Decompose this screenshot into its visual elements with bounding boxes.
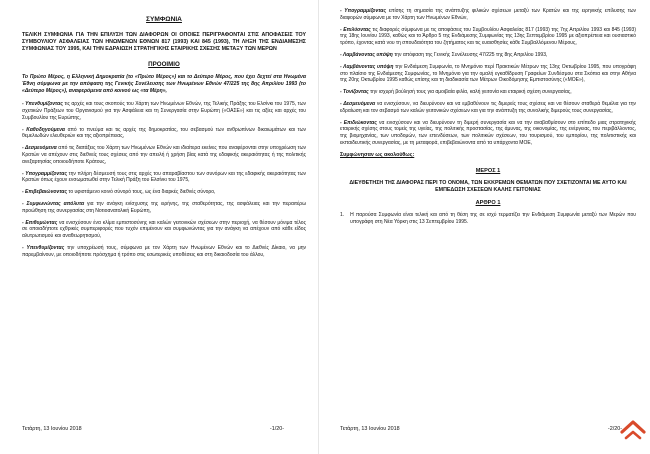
footer-date: Τετάρτη, 13 Ιουνίου 2018 [340,426,400,432]
part-heading: ΜΕΡΟΣ 1 [475,167,501,174]
preamble-clause [340,52,636,59]
preamble-clause [22,201,306,215]
clause-lead: - Υπενθυμίζοντας [22,245,65,252]
document-page-2 [328,0,646,454]
preamble-clause [340,8,636,22]
clause-lead: - Υπογραμμίζοντας [340,8,387,14]
preamble-clause [22,145,306,165]
preamble-clause [22,220,306,240]
part-title: ΔΙΕΥΘΕΤΗΣΗ ΤΗΣ ΔΙΑΦΟΡΑΣ ΠΕΡΙ ΤΟ ΟΝΟΜΑ, ΤΩΝ ΕΚΚΡΕΜΩΝ ΘΕΜΑΤΩΝ ΠΟΥ ΣΧΕΤΙΖΟΝΤΑΙ ΜΕ ΑΥΤΟ ΚΑΙ ΕΜΠΕΔΩΣΗ ΣΧΕΣΕΩΝ ΚΑΛΗΣ ΓΕΙΤΟΝΙΑΣ [349,179,627,193]
preamble-clauses [22,101,306,258]
clause-lead: - Υπενθυμίζοντας [22,101,63,108]
clause-body: να ενισχύσουν και να διευρύνουν τη διμερή συνεργασία και να την αναβαθμίσουν στο επίπεδο μιας στρατηγικής εταιρικής σχέσης στους τομείς της υγείας, της πολιτικής προστασίας, της άμυνας, της οικονομίας, της ενέργειας, του περιβάλλοντος, της βιομηχανίας, των υποδομών, των επενδύσεων, των πολιτικών σχέσεων, του τουρισμού, του εμπορίου, της πολιτιστικής και εκπαιδευτικής συνεργασίας, με τη μεταφορά, επιβεβαιώνοντα από τα υπάρχοντα ΜΟΕ, [340,119,637,146]
clause-lead: - Δεσμευόμενα [340,100,376,107]
clause-text: Η παρούσα Συμφωνία είναι τελική και από τη θέση της σε ισχύ τερματίζει την Ενδιάμεση Συμφωνία μεταξύ των Μερών που υπογράφη στη Νέα Υόρκη στις 13 Σεπτεμβρίου 1995. [350,212,636,225]
clause-lead: - Λαμβάνοντας υπόψη [340,51,393,58]
clause-lead: - Τονίζοντας [340,89,369,96]
clause-body: τις αρχές και τους σκοπούς του Χάρτη των Ηνωμένων Εθνών, της Τελικής Πράξης του Ελσίνκι του 1975, των σχετικών Πράξεων του Οργανισμού για την Ασφάλεια και τη Συνεργασία στην Ευρώπη («ΟΑΣΕ») και τις αξίες και αρχές του Συμβουλίου της Ευρώπης, [22,101,306,121]
clause-body: να ενισχύσουν ένα κλίμα εμπιστοσύνης και καλών γειτονικών σχέσεων στην περιοχή, να θέσουν μόνιμα τέλος σε οποιαδήποτε εχθρικές συμπεριφορές που τυχόν επιμένουν και συμφωνώντας για την ανάγκη να απέχουν από κάθε είδος αλυτρωτισμού και αναθεωρητισμού, [22,219,306,240]
clause-body: για την ανάγκη ενίσχυσης της ειρήνης, της σταθερότητας, της ασφάλειας και την περαιτέρω προώθηση της συνεργασίας στη Νοτιοανατολική Ευρώπη, [22,201,306,214]
preamble-clause [340,27,636,47]
agreed-as-follows: Συμφώνησαν ως ακολούθως: [340,151,415,158]
clause-number: 1. [340,212,345,219]
article-heading: ΑΡΘΡΟ 1 [475,200,501,207]
clause-body: την Ενδιάμεση Συμφωνία, το Μνημόνιο περί Πρακτικών Μέτρων της 13ης Οκτωβρίου 1995, που υπογράφη στο πλαίσιο της Ενδιάμεσης Συμφωνίας, το Μνημόνιο για την ομαλή εγκαθίδρυση Γραφείων Συνδέσμου στα Σκόπια και στην Αθήνα της 20ης Οκτωβρίου 1995 καθώς επίσης και τη διαδικασία των Μέτρων Οικοδόμησης Εμπιστοσύνης («ΜΟΕ»), [340,63,636,84]
preamble-clauses-continued [340,8,636,147]
clause-lead: - Δεσμευόμενα [22,145,57,152]
clause-body: την απόφαση της Γενικής Συνέλευσης 47/225 της 8ης Απριλίου 1993, [392,51,548,58]
preamble-clause [22,171,306,185]
page-2-content [340,8,636,226]
clause-lead: - Συμφωνώντας απόλυτα [22,201,85,208]
preamble-clause [340,64,636,84]
preamble-clause [22,245,306,259]
clause-lead: - Επιβεβαιώνοντας [22,189,68,196]
clause-body: την πλήρη δέσμευσή τους στις αρχές του απαραβίαστου των συνόρων και της εδαφικής ακεραιότητας των Κρατών όπως έχουν ενσωματωθεί στην Τελική Πράξη του Ελσίνκι του 1975, [22,170,306,184]
preamble-clause [22,127,306,141]
clause-body: να ενισχύσουν, να διευρύνουν και να εμβαθύνουν τις διμερείς τους σχέσεις και να θέσουν σταθερά θεμέλια για την εδραίωση και τον σεβασμό των καλών γειτονικών σχέσεων και για την ανάπτυξη της συνολικής διμερούς τους συνεργασίας, [340,100,636,114]
clause-lead: - Επιλύοντας [340,26,371,33]
clause-lead: - Λαμβάνοντας υπόψη [340,63,394,70]
clause-lead: - Επιθυμώντας [22,219,58,226]
article-clause [340,212,636,226]
clause-body: το υφιστάμενο κοινό σύνορό τους, ως ένα διαρκές διεθνές σύνορο, [67,189,216,196]
preamble-intro: Το Πρώτο Μέρος, η Ελληνική Δημοκρατία (το «Πρώτο Μέρος») και το Δεύτερο Μέρος, που έχει δεχτεί στα Ηνωμένα Έθνη σύμφωνα με την απόφαση της Γενικής Συνέλευσης των Ηνωμένων Εθνών 47/225 της 8ης Απριλίου 1993 (το «Δεύτερο Μέρος»), αναφερόμενα από κοινού ως «τα Μέρη», [22,74,306,95]
footer-page-number: -1/20- [269,426,284,432]
newsportal-logo-icon [618,418,648,448]
page-1-content [22,8,306,264]
clause-body: από το πνεύμα και τις αρχές της δημοκρατίας, του σεβασμού των ανθρωπίνων δικαιωμάτων και των θεμελιωδών ελευθεριών και της αξιοπρέπειας, [22,126,306,140]
preamble-heading: ΠΡΟΟΙΜΙΟ [148,61,180,69]
clause-lead: - Καθοδηγούμενα [22,126,65,133]
preamble-clause [22,101,306,121]
preamble-clause [340,89,636,96]
preamble-clause [340,101,636,115]
clause-lead: - Υπογραμμίζοντας [22,170,67,177]
clause-body: την υποχρέωσή τους, σύμφωνα με τον Χάρτη των Ηνωμένων Εθνών και το Διεθνές Δίκαιο, να μην παρεμβαίνουν, με οποιοδήποτε πρόσχημα ή τρόπο στις εσωτερικές υποθέσεις και στη δικαιοδοσία του άλλου, [22,245,306,258]
footer-page-number: -2/20- [607,426,622,432]
clause-body: από τις διατάξεις του Χάρτη των Ηνωμένων Εθνών και ιδιαίτερα εκείνες που αναφέρονται στην υποχρέωση των Κρατών να απέχουν στις διεθνείς τους σχέσεις από την απειλή ή χρήση βίας κατά της εδαφικής ακεραιότητας ή της πολιτικής ανεξαρτησίας οποιουδήποτε Κράτους, [22,145,306,165]
document-page-1 [0,0,319,454]
agreement-heading: ΤΕΛΙΚΗ ΣΥΜΦΩΝΙΑ ΓΙΑ ΤΗΝ ΕΠΙΛΥΣΗ ΤΩΝ ΔΙΑΦΟΡΩΝ ΟΙ ΟΠΟΙΕΣ ΠΕΡΙΓΡΑΦΟΝΤΑΙ ΣΤΙΣ ΑΠΟΦΑΣΕΙΣ ΤΟΥ ΣΥΜΒΟΥΛΙΟΥ ΑΣΦΑΛΕΙΑΣ ΤΩΝ ΗΝΩΜΕΝΩΝ ΕΘΝΩΝ 817 (1993) ΚΑΙ 845 (1993), ΤΗ ΛΗΞΗ ΤΗΣ ΕΝΔΙΑΜΕΣΗΣ ΣΥΜΦΩΝΙΑΣ ΤΟΥ 1995, ΚΑΙ ΤΗΝ ΕΔΡΑΙΩΣΗ ΣΤΡΑΤΗΓΙΚΗΣ ΕΤΑΙΡΙΚΗΣ ΣΧΕΣΗΣ ΜΕΤΑΞΥ ΤΩΝ ΜΕΡΩΝ [22,32,306,53]
footer-date: Τετάρτη, 13 Ιουνίου 2018 [22,426,82,432]
clause-body: τις διαφορές σύμφωνα με τις αποφάσεις του Συμβουλίου Ασφαλείας 817 (1993) της 7ης Απριλίου 1993 και 845 (1993) της 18ης Ιουνίου 1993, καθώς και το Άρθρο 5 της Ενδιάμεσης Συμφωνίας της 13ης Σεπτεμβρίου 1995 με αξιοπρέπεια και ουσιαστικό τρόπο, έχοντας κατά νου τη σπουδαιότητα του ζητήματος και τις ευαισθησίες κάθε Συμβαλλόμενου Μέρους, [340,26,636,47]
page-footer [22,426,284,432]
clause-lead: - Επιδιώκοντας [340,119,377,126]
document-title: ΣΥΜΦΩΝΙΑ [146,16,182,23]
preamble-clause [340,120,636,147]
preamble-clause [22,189,306,196]
clause-body: την ισχυρή βούλησή τους για αμοιβαία φιλία, καλή γειτονία και εταιρική σχέση συνεργασίας, [368,89,572,96]
clause-body: επίσης τη σημασία της ανάπτυξης φιλικών σχέσεων μεταξύ των Κρατών και της ειρηνικής επίλυσης των διαφορών σύμφωνα με τον Χάρτη των Ηνωμένων Εθνών, [340,8,636,21]
page-footer [340,426,622,432]
